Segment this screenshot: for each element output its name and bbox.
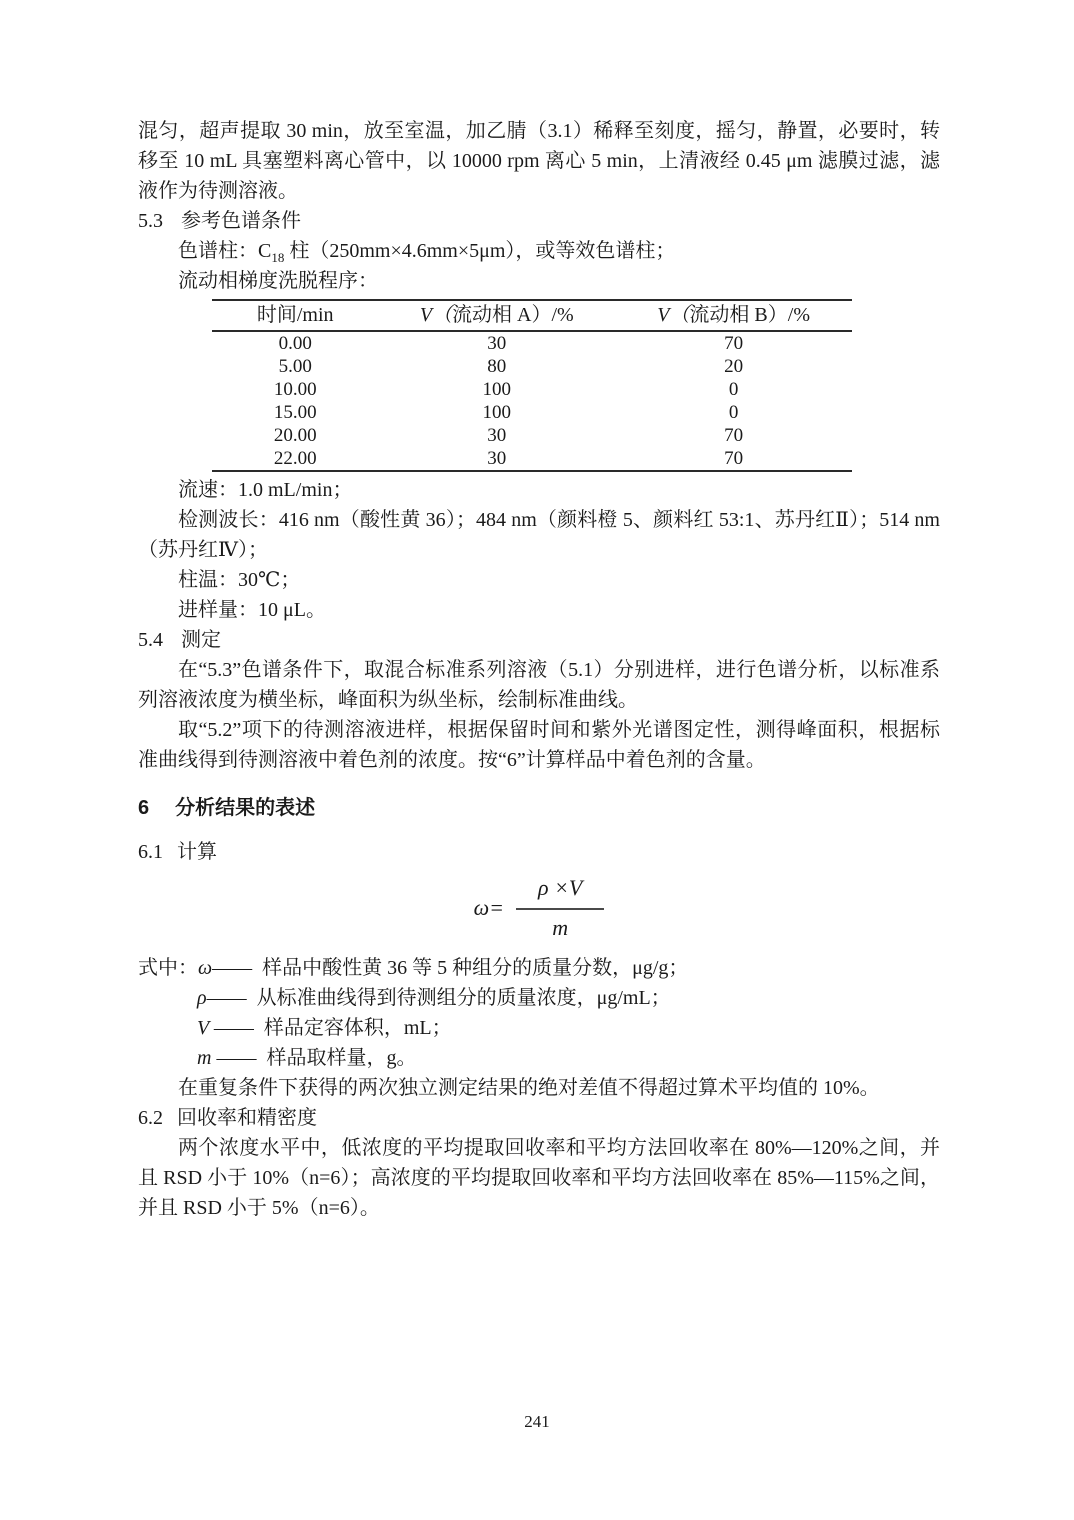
section-6-2-heading <box>138 1103 940 1133</box>
table-row <box>212 331 852 355</box>
symbol-omega: ω <box>198 957 213 979</box>
section-5-4-paragraph-2: 取“5.2”项下的待测溶液进样，根据保留时间和紫外光谱图定性，测得峰面积，根据标准曲线得到待测溶液中着色剂的浓度。按“6”计算样品中着色剂的含量。 <box>138 719 940 771</box>
definition-text: 样品取样量，g。 <box>266 1047 417 1069</box>
gradient-table <box>212 299 852 472</box>
dash: —— <box>213 1017 254 1039</box>
formula-where-line-v <box>138 1013 940 1043</box>
column-spec-suffix: 柱（250mm×4.6mm×5μm），或等效色谱柱； <box>284 240 676 262</box>
mass-fraction-formula <box>138 875 940 941</box>
section-6-number: 6 <box>138 797 150 819</box>
table-row <box>212 378 852 401</box>
table-header-cell: V（流动相 A）/% <box>378 300 615 331</box>
table-cell: 70 <box>724 425 744 446</box>
table-cell: 0 <box>728 379 739 400</box>
formula-where-line-omega <box>138 953 940 983</box>
table-row <box>212 355 852 378</box>
formula-fraction <box>516 875 604 941</box>
section-5-4-heading <box>138 625 940 655</box>
table-cell: 15.00 <box>273 402 317 423</box>
definition-text: 从标准曲线得到待测组分的质量浓度，μg/mL； <box>256 987 671 1009</box>
column-temp-line: 柱温：30℃； <box>178 569 301 591</box>
formula-denominator: m <box>552 915 569 940</box>
definition-text: 样品定容体积，mL； <box>263 1017 452 1039</box>
page-number: 241 <box>524 1412 550 1431</box>
intro-paragraph: 混匀，超声提取 30 min，放至室温，加乙腈（3.1）稀释至刻度，摇匀，静置，必要时，转移至 10 mL 具塞塑料离心管中，以 10000 rpm 离心 5 min，上清液经 0.45 μm 滤膜过滤，滤液作为待测溶液。 <box>138 120 940 202</box>
section-6-1-number: 6.1 <box>138 841 163 863</box>
table-cell: 0 <box>728 402 739 423</box>
table-cell: 0.00 <box>278 333 312 354</box>
table-header-cell: V（流动相 B）/% <box>615 300 852 331</box>
definition-text: 样品中酸性黄 36 等 5 种组分的质量分数，μg/g； <box>262 957 689 979</box>
table-row <box>212 424 852 447</box>
formula-lhs: ω= <box>473 895 505 920</box>
section-6-2-paragraph: 两个浓度水平中，低浓度的平均提取回收率和平均方法回收率在 80%—120%之间，并且 RSD 小于 10%（n=6）；高浓度的平均提取回收率和平均方法回收率在 85%—115%之间，并且 RSD 小于 5%（n=6）。 <box>138 1137 940 1219</box>
symbol-v: V <box>197 1017 214 1039</box>
table-cell: 70 <box>724 448 744 469</box>
section-6-1-title: 计算 <box>177 841 217 863</box>
gradient-program-label: 流动相梯度洗脱程序： <box>178 270 378 292</box>
symbol-rho: ρ <box>197 987 207 1009</box>
table-cell: 100 <box>482 402 512 423</box>
section-6-1-heading <box>138 837 940 867</box>
table-cell: 10.00 <box>273 379 317 400</box>
section-5-3-title: 参考色谱条件 <box>181 210 301 232</box>
flow-rate-line: 流速：1.0 mL/min； <box>178 479 353 501</box>
table-cell: 5.00 <box>278 356 312 377</box>
where-label: 式中： <box>138 957 198 979</box>
dash: —— <box>212 957 253 979</box>
detection-wavelength-line: 检测波长：416 nm（酸性黄 36）；484 nm（颜料橙 5、颜料红 53:1、苏丹红Ⅱ）；514 nm（苏丹红Ⅳ）； <box>138 509 940 561</box>
section-6-title: 分析结果的表述 <box>175 797 316 819</box>
section-5-4-paragraph-1: 在“5.3”色谱条件下，取混合标准系列溶液（5.1）分别进样，进行色谱分析，以标准系列溶液浓度为横坐标，峰面积为纵坐标，绘制标准曲线。 <box>138 659 940 711</box>
table-cell: 30 <box>487 425 507 446</box>
table-row <box>212 401 852 424</box>
table-header-cell: 时间/min <box>212 300 378 331</box>
section-5-4-number: 5.4 <box>138 629 163 651</box>
table-header-row <box>212 300 852 331</box>
section-6-2-title: 回收率和精密度 <box>177 1107 317 1129</box>
formula-where-line-m <box>138 1043 940 1073</box>
section-6-2-number: 6.2 <box>138 1107 163 1129</box>
table-cell: 30 <box>487 448 507 469</box>
dash: —— <box>206 987 247 1009</box>
table-cell: 70 <box>724 333 744 354</box>
section-6-heading <box>138 793 940 823</box>
column-spec-line <box>138 236 940 266</box>
dash: —— <box>216 1047 257 1069</box>
repeatability-note: 在重复条件下获得的两次独立测定结果的绝对差值不得超过算术平均值的 10%。 <box>178 1077 880 1099</box>
table-cell: 20 <box>724 356 744 377</box>
section-5-3-number: 5.3 <box>138 210 163 232</box>
table-cell: 20.00 <box>273 425 317 446</box>
column-spec-subscript: 18 <box>271 250 285 265</box>
table-cell: 100 <box>482 379 512 400</box>
section-5-4-title: 测定 <box>181 629 221 651</box>
table-cell: 80 <box>487 356 507 377</box>
formula-where-line-rho <box>138 983 940 1013</box>
table-cell: 22.00 <box>273 448 317 469</box>
section-5-3-heading <box>138 206 940 236</box>
table-row <box>212 447 852 471</box>
symbol-m: m <box>197 1047 217 1069</box>
injection-volume-line: 进样量：10 μL。 <box>178 599 326 621</box>
column-spec-prefix: 色谱柱：C <box>178 240 272 262</box>
formula-numerator: ρ ×V <box>516 875 604 910</box>
table-cell: 30 <box>487 333 507 354</box>
